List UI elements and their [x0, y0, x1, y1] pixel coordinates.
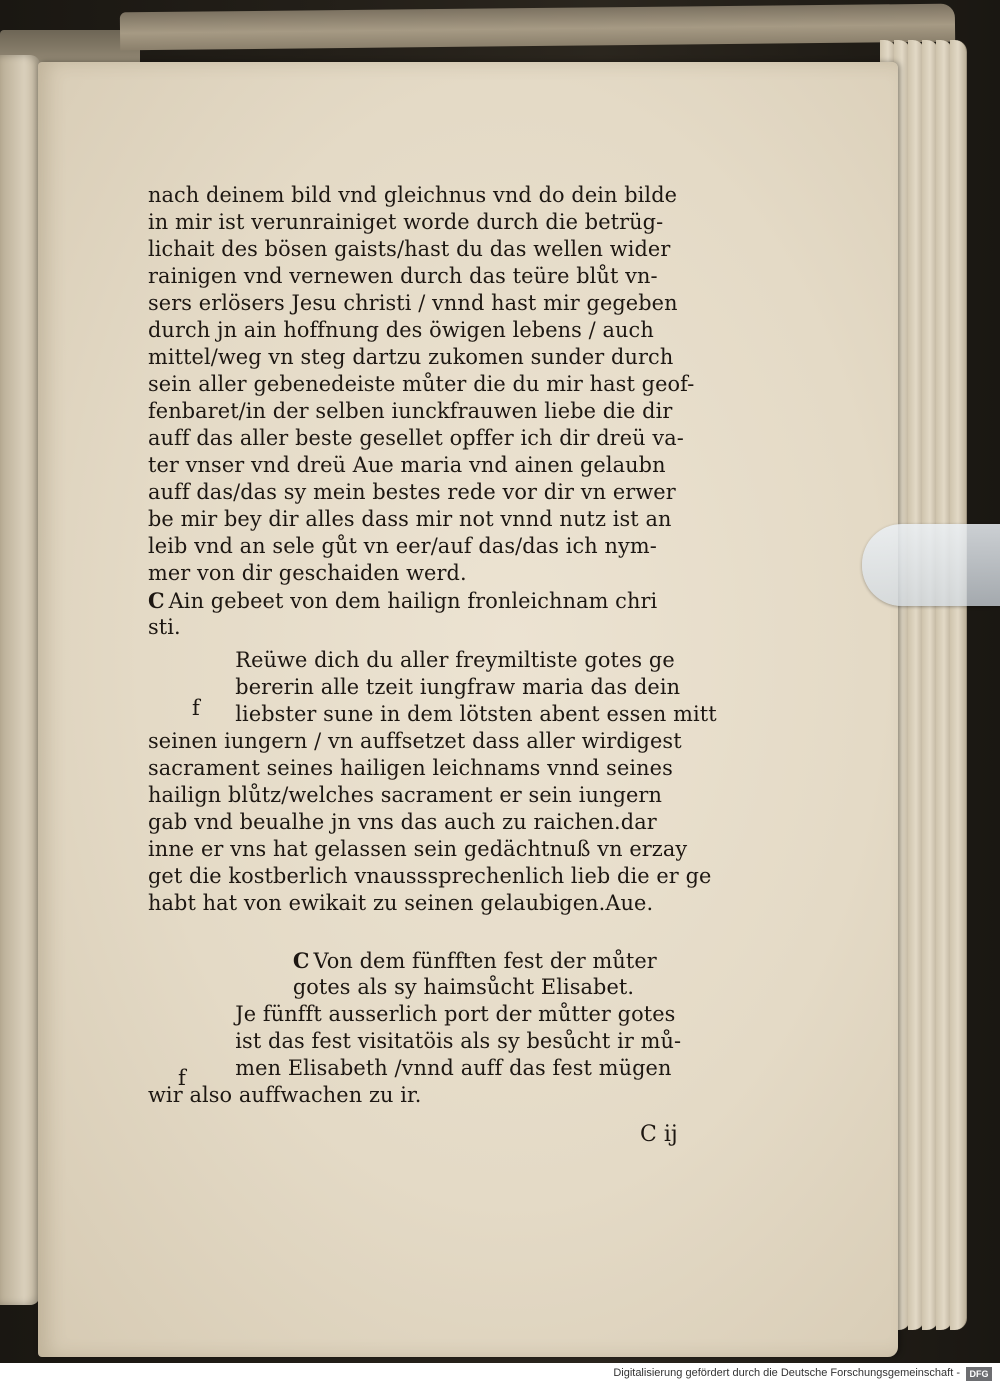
text-line: gab vnd beualhe jn vns das auch zu raichen.dar [148, 810, 657, 834]
section-heading-text: Ain gebeet von dem hailign fronleichnam chri [168, 589, 658, 613]
paragraph-mark: C [148, 588, 165, 613]
text-line: lichait des bösen gaists/hast du das wellen wider [148, 237, 671, 261]
text-line: habt hat von ewikait zu seinen gelaubigen.Aue. [148, 891, 654, 915]
text-block [148, 182, 768, 1109]
text-line: wir also auffwachen zu ir. [148, 1083, 422, 1107]
signature-mark: C ij [640, 1122, 678, 1147]
text-line: be mir bey dir alles dass mir not vnnd nutz ist an [148, 507, 672, 531]
text-line: seinen iungern / vn auffsetzet dass aller wirdigest [148, 729, 682, 753]
binding-board [120, 4, 955, 51]
left-page-edge [0, 55, 40, 1305]
text-line: sein aller gebenedeiste můter die du mir hast geof- [148, 372, 695, 396]
paragraph-mark: C [292, 948, 310, 973]
text-line: liebster sune in dem lötsten abent essen mitt [235, 702, 717, 726]
text-line: in mir ist verunrainiget worde durch die betrüg- [148, 210, 664, 234]
text-line: bererin alle tzeit iungfraw maria das dein [235, 675, 681, 699]
text-line: Reüwe dich du aller freymiltiste gotes ge [235, 648, 675, 672]
dfg-logo-icon: DFG [966, 1367, 992, 1381]
text-line: leib vnd an sele gůt vn eer/auf das/das ich nym- [148, 534, 657, 558]
footer-bar [0, 1363, 1000, 1385]
text-line: mittel/weg vn steg dartzu zukomen sunder durch [148, 345, 674, 369]
text-line: ter vnser vnd dreü Aue maria vnd ainen gelaubn [148, 453, 666, 477]
text-line: inne er vns hat gelassen sein gedächtnuß vn erzay [148, 837, 688, 861]
footer-credit: Digitalisierung gefördert durch die Deutsche Forschungsgemeinschaft - [613, 1367, 960, 1379]
text-line: nach deinem bild vnd gleichnus vnd do dein bilde [148, 183, 678, 207]
section-heading-line: sti. [148, 615, 181, 639]
text-line: fenbaret/in der selben iunckfrauwen liebe die dir [148, 399, 673, 423]
text-line: rainigen vnd vernewen durch das teüre blůt vn- [148, 264, 658, 288]
section-heading-text: Von dem fünfften fest der můter [313, 949, 657, 973]
text-line: auff das/das sy mein bestes rede vor dir vn erwer [148, 480, 676, 504]
page-edge [950, 40, 967, 1330]
text-line: sacrament seines hailigen leichnams vnnd seines [148, 756, 673, 780]
page-clip [862, 524, 1000, 606]
text-line: mer von dir geschaiden werd. [148, 561, 467, 585]
text-line: ist das fest visitatöis als sy besůcht ir mů- [235, 1029, 682, 1053]
section-heading-line [148, 587, 763, 614]
text-line: durch jn ain hoffnung des öwigen lebens / auch [148, 318, 654, 342]
guide-letter: f [192, 696, 200, 720]
section-heading-line: gotes als sy haimsůcht Elisabet. [292, 975, 635, 999]
text-line: Je fünfft ausserlich port der můtter gotes [235, 1002, 676, 1026]
text-line: sers erlösers Jesu christi / vnnd hast mir gegeben [148, 291, 678, 315]
text-line: hailign blůtz/welches sacrament er sein iungern [148, 783, 663, 807]
text-line: men Elisabeth /vnnd auff das fest mügen [235, 1056, 672, 1080]
section-heading-line [148, 947, 763, 974]
guide-letter: f [178, 1066, 186, 1090]
text-line: get die kostberlich vnausssprechenlich lieb die er ge [148, 864, 712, 888]
text-line: auff das aller beste gesellet opffer ich dir dreü va- [148, 426, 684, 450]
